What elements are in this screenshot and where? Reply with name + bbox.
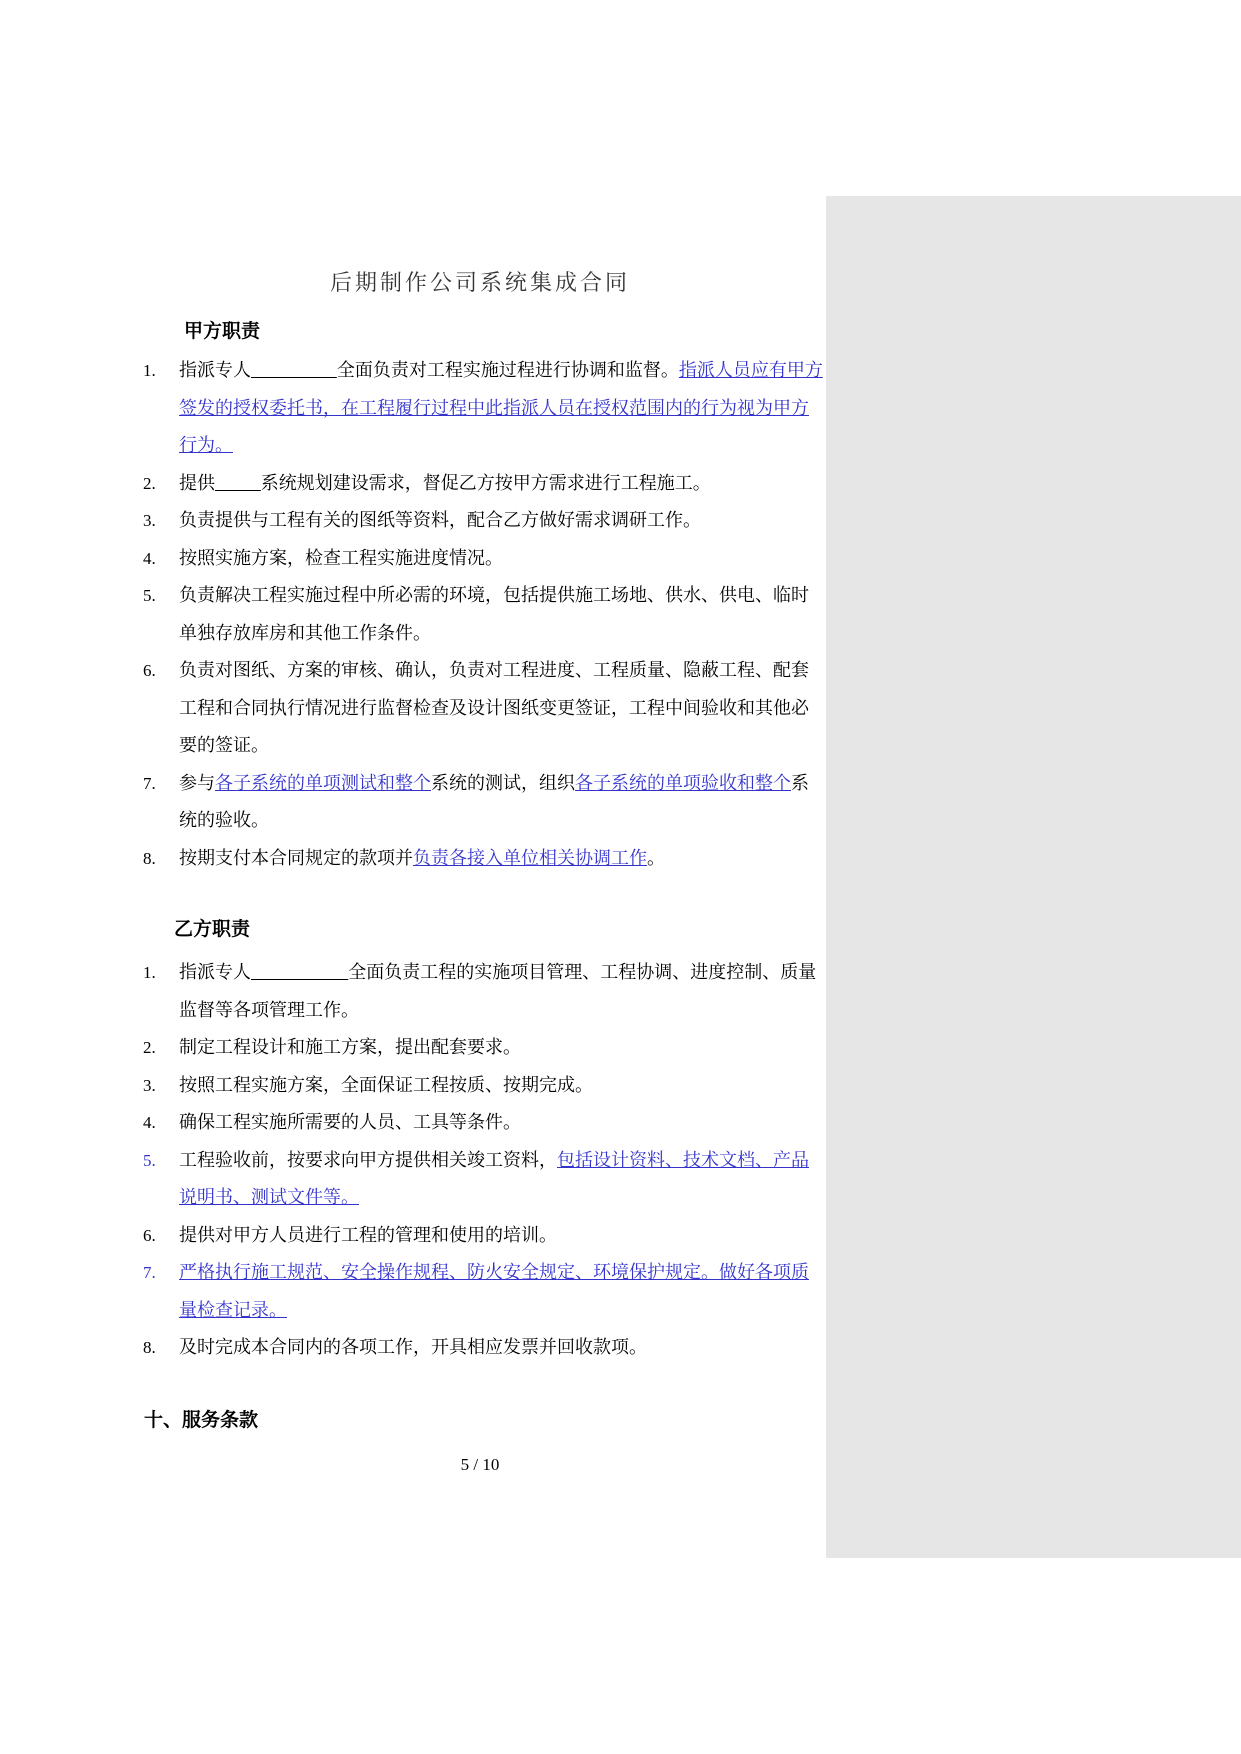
list-item: [143, 540, 823, 578]
item-number: 4.: [143, 548, 156, 568]
text-run: 负责解决工程实施过程中所必需的环境，包括提供施工场地、供水、供电、临时单独存放库房和其他工作条件。: [179, 585, 809, 644]
item-text: [179, 1067, 823, 1105]
section-ten-heading: 十、服务条款: [144, 1409, 259, 1431]
comment-pane: [826, 196, 1241, 1558]
item-text: [179, 1142, 823, 1217]
item-number: 2.: [143, 473, 156, 493]
fill-in-blank: [215, 473, 261, 494]
item-text: [179, 1029, 823, 1067]
item-text: [179, 840, 823, 878]
item-text: [179, 1329, 823, 1367]
list-item: [143, 352, 823, 465]
text-run: 提供: [179, 472, 215, 494]
text-run: 及时完成本合同内的各项工作，开具相应发票并回收款项。: [179, 1337, 647, 1358]
list-item: [143, 1254, 823, 1329]
item-number: 3.: [143, 511, 156, 530]
text-run: 指派专人: [179, 360, 251, 381]
text-run: 系统的测试，组织: [431, 772, 575, 794]
party-b-list: [143, 954, 823, 1367]
list-item: [143, 1217, 823, 1255]
item-number: 2.: [143, 1038, 156, 1057]
text-run: 工程验收前，按要求向甲方提供相关竣工资料，: [179, 1149, 557, 1171]
list-item: [143, 840, 823, 878]
list-item: [143, 502, 823, 540]
fill-in-blank: [251, 962, 348, 983]
item-number: 4.: [143, 1113, 156, 1132]
item-text: [179, 652, 823, 765]
fill-in-blank: [251, 360, 337, 381]
tracked-insertion: 包括设计资料、技术文档、产品说明书、测试文件等。: [179, 1149, 809, 1208]
item-number: 1.: [143, 963, 156, 982]
text-run: 按照实施方案，检查工程实施进度情况。: [179, 547, 503, 569]
item-text: [179, 1254, 823, 1329]
text-run: 系统规划建设需求，督促乙方按甲方需求进行工程施工。: [260, 472, 711, 494]
item-number: 1.: [143, 361, 156, 380]
item-number: 7.: [143, 773, 156, 793]
list-item: [143, 1329, 823, 1367]
tracked-insertion: 各子系统的单项测试和整个: [215, 772, 431, 794]
text-run: 提供对甲方人员进行工程的管理和使用的培训。: [179, 1224, 557, 1246]
text-run: 制定工程设计和施工方案，提出配套要求。: [179, 1037, 521, 1058]
item-text: [179, 1104, 823, 1142]
list-item: [143, 1067, 823, 1105]
text-run: 系统的验收。: [179, 772, 809, 831]
tracked-insertion: 严格执行施工规范、安全操作规程、防火安全规定、环境保护规定。做好各项质量检查记录。: [179, 1262, 809, 1321]
item-text: [179, 577, 823, 652]
tracked-insertion: 指派人员应有甲方签发的授权委托书，在工程履行过程中此指派人员在授权范围内的行为视为甲方行为。: [179, 360, 823, 456]
tracked-insertion: 各子系统的单项验收和整个: [575, 772, 791, 794]
list-item: [143, 652, 823, 765]
item-text: [179, 502, 823, 540]
item-text: [179, 352, 823, 465]
document-title: 后期制作公司系统集成合同: [329, 271, 630, 296]
text-run: 全面负责对工程实施过程进行协调和监督。: [336, 360, 679, 381]
item-text: [179, 765, 823, 840]
item-text: [179, 954, 823, 1029]
text-run: 按照工程实施方案，全面保证工程按质、按期完成。: [179, 1074, 593, 1096]
item-number: 3.: [143, 1075, 156, 1095]
text-run: 参与: [179, 772, 215, 794]
tracked-insertion: 负责各接入单位相关协调工作: [413, 847, 647, 869]
text-run: 。: [647, 847, 665, 869]
item-number: 7.: [143, 1263, 156, 1282]
party-a-list: [143, 352, 823, 877]
item-number: 5.: [143, 1150, 156, 1170]
list-item: [143, 1142, 823, 1217]
text-run: 按期支付本合同规定的款项并: [179, 847, 413, 869]
text-run: 全面负责工程的实施项目管理、工程协调、进度控制、质量监督等各项管理工作。: [179, 962, 817, 1021]
list-item: [143, 765, 823, 840]
party-b-heading: 乙方职责: [174, 918, 251, 940]
item-number: 6.: [143, 661, 156, 680]
item-number: 8.: [143, 1338, 156, 1357]
item-text: [179, 1217, 823, 1255]
list-item: [143, 465, 823, 503]
list-item: [143, 954, 823, 1029]
item-text: [179, 465, 823, 503]
list-item: [143, 1104, 823, 1142]
list-item: [143, 1029, 823, 1067]
item-number: 8.: [143, 848, 156, 868]
page-number: 5 / 10: [460, 1455, 500, 1474]
item-text: [179, 540, 823, 578]
text-run: 指派专人: [179, 962, 251, 983]
item-number: 6.: [143, 1225, 156, 1245]
item-number: 5.: [143, 586, 156, 605]
text-run: 确保工程实施所需要的人员、工具等条件。: [179, 1112, 521, 1133]
text-run: 负责对图纸、方案的审核、确认，负责对工程进度、工程质量、隐蔽工程、配套工程和合同执行情况进行监督检查及设计图纸变更签证，工程中间验收和其他必要的签证。: [179, 660, 809, 756]
party-a-heading: 甲方职责: [184, 320, 261, 342]
list-item: [143, 577, 823, 652]
text-run: 负责提供与工程有关的图纸等资料，配合乙方做好需求调研工作。: [179, 510, 701, 531]
